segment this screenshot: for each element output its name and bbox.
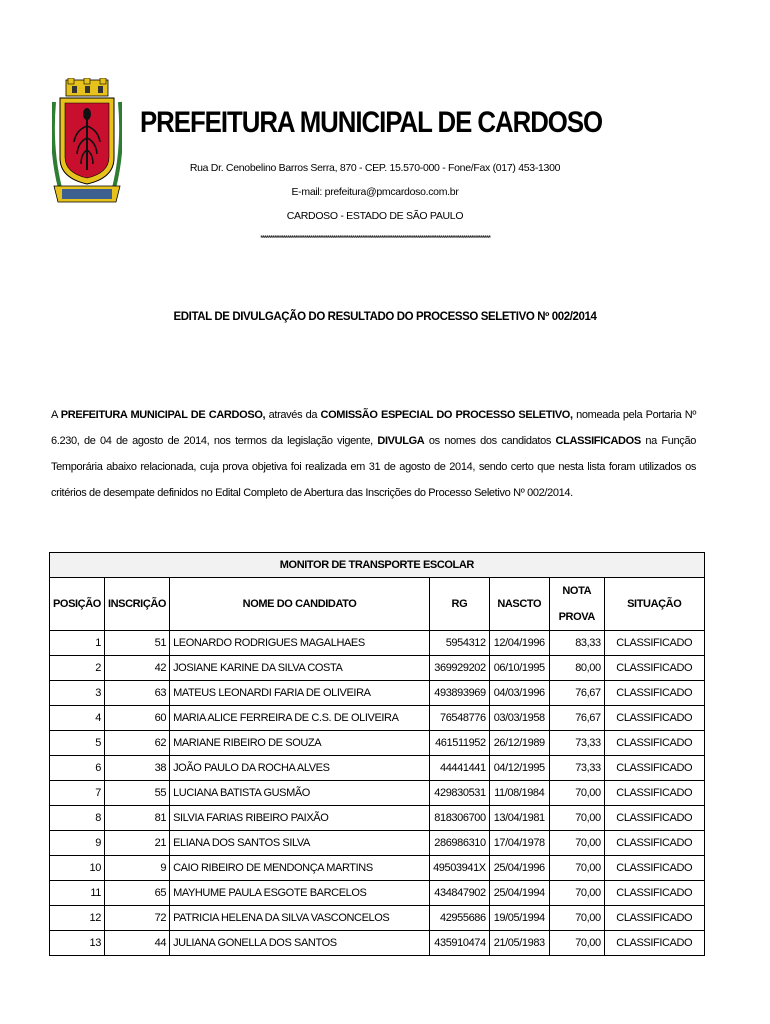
- intro-bold-1: PREFEITURA MUNICIPAL DE CARDOSO,: [60, 409, 266, 421]
- cell-situacao: CLASSIFICADO: [604, 831, 704, 856]
- cell-nascto: 13/04/1981: [489, 806, 549, 831]
- cell-inscricao: 38: [104, 756, 169, 781]
- cell-nota: 70,00: [549, 856, 604, 881]
- intro-text-3: nomeada pela Portaria Nº 6.230, de 04 de agosto de 2014, nos termos da legislação vigente,: [51, 409, 696, 447]
- intro-text-4: os nomes dos candidatos: [424, 435, 556, 447]
- table-row: [50, 631, 705, 656]
- cell-nascto: 26/12/1989: [489, 731, 549, 756]
- cell-rg: 818306700: [430, 806, 490, 831]
- cell-nome: SILVIA FARIAS RIBEIRO PAIXÃO: [170, 806, 430, 831]
- cell-situacao: CLASSIFICADO: [604, 881, 704, 906]
- table-row: [50, 806, 705, 831]
- cell-nascto: 25/04/1996: [489, 856, 549, 881]
- results-table: [49, 552, 705, 956]
- cell-nota: 70,00: [549, 781, 604, 806]
- cell-posicao: 13: [50, 931, 105, 956]
- intro-paragraph: [51, 402, 696, 506]
- cell-inscricao: 9: [104, 856, 169, 881]
- header-email: E-mail: prefeitura@pmcardoso.com.br: [291, 186, 459, 198]
- table-row: [50, 731, 705, 756]
- intro-bold-2: COMISSÃO ESPECIAL DO PROCESSO SELETIVO,: [320, 409, 573, 421]
- cell-nascto: 21/05/1983: [489, 931, 549, 956]
- cell-nome: MARIANE RIBEIRO DE SOUZA: [170, 731, 430, 756]
- cell-rg: 5954312: [430, 631, 490, 656]
- cell-nascto: 11/08/1984: [489, 781, 549, 806]
- col-header-posicao: POSIÇÃO: [50, 578, 105, 631]
- cell-posicao: 5: [50, 731, 105, 756]
- cell-nota: 76,67: [549, 706, 604, 731]
- col-header-situacao: SITUAÇÃO: [604, 578, 704, 631]
- cell-nota: 70,00: [549, 906, 604, 931]
- cell-rg: 493893969: [430, 681, 490, 706]
- cell-inscricao: 65: [104, 881, 169, 906]
- cell-nascto: 12/04/1996: [489, 631, 549, 656]
- col-header-nascto: NASCTO: [489, 578, 549, 631]
- cell-situacao: CLASSIFICADO: [604, 931, 704, 956]
- cell-posicao: 3: [50, 681, 105, 706]
- cell-posicao: 8: [50, 806, 105, 831]
- cell-rg: 76548776: [430, 706, 490, 731]
- cell-posicao: 6: [50, 756, 105, 781]
- cell-nome: PATRICIA HELENA DA SILVA VASCONCELOS: [170, 906, 430, 931]
- cell-nota: 76,67: [549, 681, 604, 706]
- cell-nome: MAYHUME PAULA ESGOTE BARCELOS: [170, 881, 430, 906]
- cell-situacao: CLASSIFICADO: [604, 656, 704, 681]
- table-row: [50, 706, 705, 731]
- cell-rg: 461511952: [430, 731, 490, 756]
- table-caption: MONITOR DE TRANSPORTE ESCOLAR: [50, 553, 705, 578]
- cell-inscricao: 62: [104, 731, 169, 756]
- cell-inscricao: 42: [104, 656, 169, 681]
- cell-nascto: 04/03/1996: [489, 681, 549, 706]
- coat-of-arms-icon: [52, 78, 122, 206]
- cell-nota: 80,00: [549, 656, 604, 681]
- cell-nota: 70,00: [549, 931, 604, 956]
- cell-inscricao: 81: [104, 806, 169, 831]
- cell-situacao: CLASSIFICADO: [604, 806, 704, 831]
- cell-nota: 73,33: [549, 731, 604, 756]
- intro-text-1: A: [51, 409, 61, 421]
- cell-posicao: 7: [50, 781, 105, 806]
- cell-posicao: 1: [50, 631, 105, 656]
- cell-inscricao: 21: [104, 831, 169, 856]
- table-row: [50, 856, 705, 881]
- header-separator: ************************************************************************************************************************: [260, 234, 490, 243]
- cell-rg: 42955686: [430, 906, 490, 931]
- intro-bold-3: DIVULGA: [377, 435, 425, 447]
- cell-rg: 49503941X: [430, 856, 490, 881]
- cell-inscricao: 60: [104, 706, 169, 731]
- cell-rg: 44441441: [430, 756, 490, 781]
- cell-nascto: 17/04/1978: [489, 831, 549, 856]
- table-row: [50, 756, 705, 781]
- cell-rg: 434847902: [430, 881, 490, 906]
- table-row: [50, 656, 705, 681]
- cell-inscricao: 51: [104, 631, 169, 656]
- intro-bold-4: CLASSIFICADOS: [555, 435, 641, 447]
- cell-posicao: 10: [50, 856, 105, 881]
- cell-rg: 369929202: [430, 656, 490, 681]
- intro-text-5: na Função Temporária abaixo relacionada, cuja prova objetiva foi realizada em 31 de agosto de 2014, sendo certo que nesta lista foram utilizados os critérios de desempate definidos no Edital Completo de Abertura das Inscrições do Processo Seletivo Nº 002/2014.: [51, 435, 696, 499]
- cell-inscricao: 44: [104, 931, 169, 956]
- col-header-rg: RG: [430, 578, 490, 631]
- col-header-nome: NOME DO CANDIDATO: [170, 578, 430, 631]
- header-city: CARDOSO - ESTADO DE SÃO PAULO: [286, 210, 464, 222]
- table-row: [50, 681, 705, 706]
- cell-nome: LEONARDO RODRIGUES MAGALHAES: [170, 631, 430, 656]
- cell-nascto: 19/05/1994: [489, 906, 549, 931]
- cell-situacao: CLASSIFICADO: [604, 681, 704, 706]
- page-title: PREFEITURA MUNICIPAL DE CARDOSO: [140, 106, 603, 139]
- cell-nota: 73,33: [549, 756, 604, 781]
- table-row: [50, 906, 705, 931]
- table-body: [50, 631, 705, 956]
- cell-situacao: CLASSIFICADO: [604, 856, 704, 881]
- col-header-inscricao: INSCRIÇÃO: [104, 578, 169, 631]
- cell-inscricao: 55: [104, 781, 169, 806]
- cell-situacao: CLASSIFICADO: [604, 631, 704, 656]
- cell-situacao: CLASSIFICADO: [604, 706, 704, 731]
- table-row: [50, 831, 705, 856]
- header-address: Rua Dr. Cenobelino Barros Serra, 870 - CEP. 15.570-000 - Fone/Fax (017) 453-1300: [189, 162, 561, 174]
- cell-nota: 70,00: [549, 881, 604, 906]
- cell-inscricao: 63: [104, 681, 169, 706]
- cell-nome: MARIA ALICE FERREIRA DE C.S. DE OLIVEIRA: [170, 706, 430, 731]
- cell-posicao: 2: [50, 656, 105, 681]
- cell-nota: 70,00: [549, 806, 604, 831]
- col-header-nota: NOTA PROVA: [549, 578, 604, 631]
- cell-rg: 286986310: [430, 831, 490, 856]
- cell-nome: ELIANA DOS SANTOS SILVA: [170, 831, 430, 856]
- cell-nascto: 06/10/1995: [489, 656, 549, 681]
- table-row: [50, 931, 705, 956]
- cell-nota: 70,00: [549, 831, 604, 856]
- cell-situacao: CLASSIFICADO: [604, 906, 704, 931]
- cell-nome: LUCIANA BATISTA GUSMÃO: [170, 781, 430, 806]
- table-row: [50, 881, 705, 906]
- edital-title: EDITAL DE DIVULGAÇÃO DO RESULTADO DO PROCESSO SELETIVO Nº 002/2014: [173, 311, 597, 323]
- cell-nome: JOSIANE KARINE DA SILVA COSTA: [170, 656, 430, 681]
- cell-nome: JOÃO PAULO DA ROCHA ALVES: [170, 756, 430, 781]
- cell-posicao: 4: [50, 706, 105, 731]
- cell-nascto: 25/04/1994: [489, 881, 549, 906]
- cell-nascto: 04/12/1995: [489, 756, 549, 781]
- cell-situacao: CLASSIFICADO: [604, 756, 704, 781]
- cell-rg: 429830531: [430, 781, 490, 806]
- cell-situacao: CLASSIFICADO: [604, 731, 704, 756]
- cell-nome: JULIANA GONELLA DOS SANTOS: [170, 931, 430, 956]
- cell-nascto: 03/03/1958: [489, 706, 549, 731]
- intro-text-2: através da: [265, 409, 321, 421]
- cell-posicao: 9: [50, 831, 105, 856]
- cell-posicao: 12: [50, 906, 105, 931]
- cell-inscricao: 72: [104, 906, 169, 931]
- cell-nota: 83,33: [549, 631, 604, 656]
- cell-situacao: CLASSIFICADO: [604, 781, 704, 806]
- cell-posicao: 11: [50, 881, 105, 906]
- table-row: [50, 781, 705, 806]
- cell-rg: 435910474: [430, 931, 490, 956]
- cell-nome: MATEUS LEONARDI FARIA DE OLIVEIRA: [170, 681, 430, 706]
- cell-nome: CAIO RIBEIRO DE MENDONÇA MARTINS: [170, 856, 430, 881]
